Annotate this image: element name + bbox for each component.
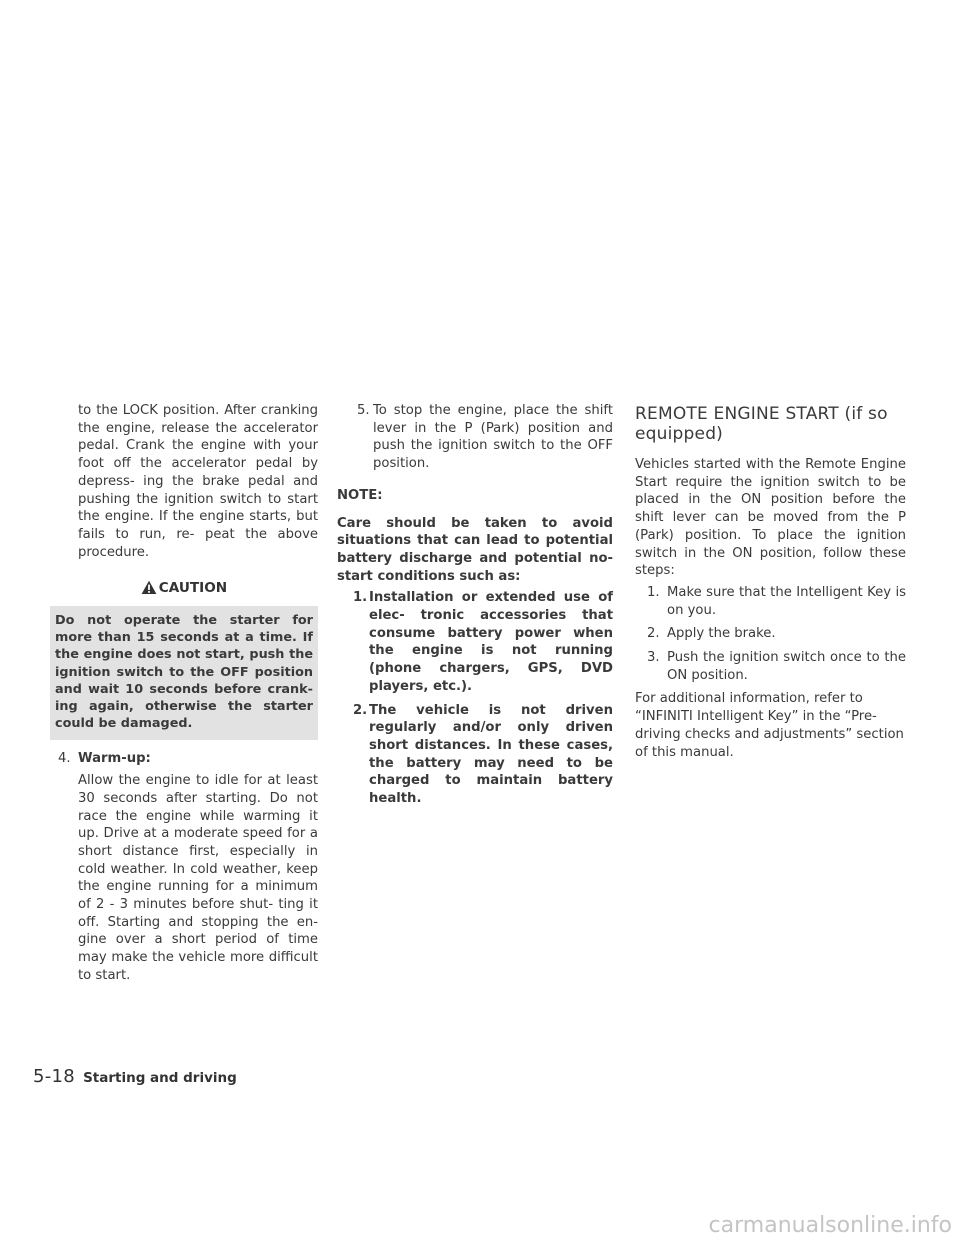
step-4 (50, 750, 318, 768)
list-item-number: 1. (647, 584, 660, 600)
watermark: carmanualsonline.info (708, 1213, 952, 1238)
list-item-text: Make sure that the Intelligent Key is on you. (667, 584, 906, 618)
list-item (635, 649, 906, 684)
column-2 (337, 402, 613, 818)
note-item (337, 702, 613, 808)
footer-section-name: Starting and driving (83, 1070, 237, 1086)
list-item-text: Apply the brake. (667, 626, 776, 642)
page-footer (33, 1066, 237, 1087)
step-4-title: Warm-up: (78, 751, 151, 767)
note-item-text: The vehicle is not driven regularly and/or only driven short distances. In these cases, the battery may need to be charged to maintain battery health. (369, 702, 613, 807)
step-5-number: 5. (357, 403, 370, 418)
page-number: 5-18 (33, 1066, 76, 1087)
step-4-body: Allow the engine to idle for at least 30 seconds after starting. Do not race the engine while warming it up. Drive at a moderate speed for a short distance first, especially in cold weather. In cold weather, keep the engine running for a minimum of 2 - 3 minutes before shut- ting it off. Starting and stopping the en- gine over a short period of time may make the vehicle more difficult to start. (78, 773, 318, 983)
list-item (635, 584, 906, 619)
note-item (337, 589, 613, 695)
step-4-number: 4. (58, 751, 71, 767)
caution-header (50, 573, 318, 606)
step-5 (337, 402, 613, 473)
note-item-number: 2. (353, 702, 368, 718)
warning-triangle-icon (141, 580, 157, 595)
column-3 (635, 402, 906, 773)
remote-start-intro: Vehicles started with the Remote Engine Start require the ignition switch to be placed in the ON position before the shift lever can be moved from the P (Park) position. To place the ignition switch in the ON position, follow these steps: (635, 457, 906, 579)
note-item-text: Installation or extended use of elec- tronic accessories that consume battery power when the engine is not running (phone chargers, GPS, DVD players, etc.). (369, 590, 613, 694)
caution-box (50, 573, 318, 740)
step-5-body: To stop the engine, place the shift lever in the P (Park) position and push the ignition switch to the OFF position. (373, 403, 613, 472)
note-item-number: 1. (353, 590, 368, 606)
note-body: Care should be taken to avoid situations that can lead to potential battery discharge and potential no-start conditions such as: (337, 515, 613, 584)
list-item (635, 625, 906, 643)
column-1 (50, 402, 318, 997)
list-item-number: 2. (647, 626, 660, 642)
list-item-text: Push the ignition switch once to the ON position. (667, 650, 906, 683)
paragraph-lock-position: to the LOCK position. After cranking the engine, release the accelerator pedal. Crank the engine with your foot off the accelerator pedal by depress- ing the brake pedal and pushing the ignition switch to start the engine. If the engine starts, but fails to run, re- peat the above procedure. (78, 403, 318, 560)
caution-text: Do not operate the starter for more than 15 seconds at a time. If the engine does not start, push the ignition switch to the OFF position and wait 10 seconds before crank- ing again, otherwise the starter could be damaged. (55, 613, 313, 732)
section-heading: REMOTE ENGINE START (if so equipped) (635, 404, 888, 444)
list-item-number: 3. (647, 650, 660, 666)
caution-title: CAUTION (158, 580, 228, 597)
note-label: NOTE: (337, 487, 383, 503)
additional-info: For additional information, refer to “INFINITI Intelligent Key” in the “Pre-driving checks and adjustments” section of this manual. (635, 691, 904, 760)
